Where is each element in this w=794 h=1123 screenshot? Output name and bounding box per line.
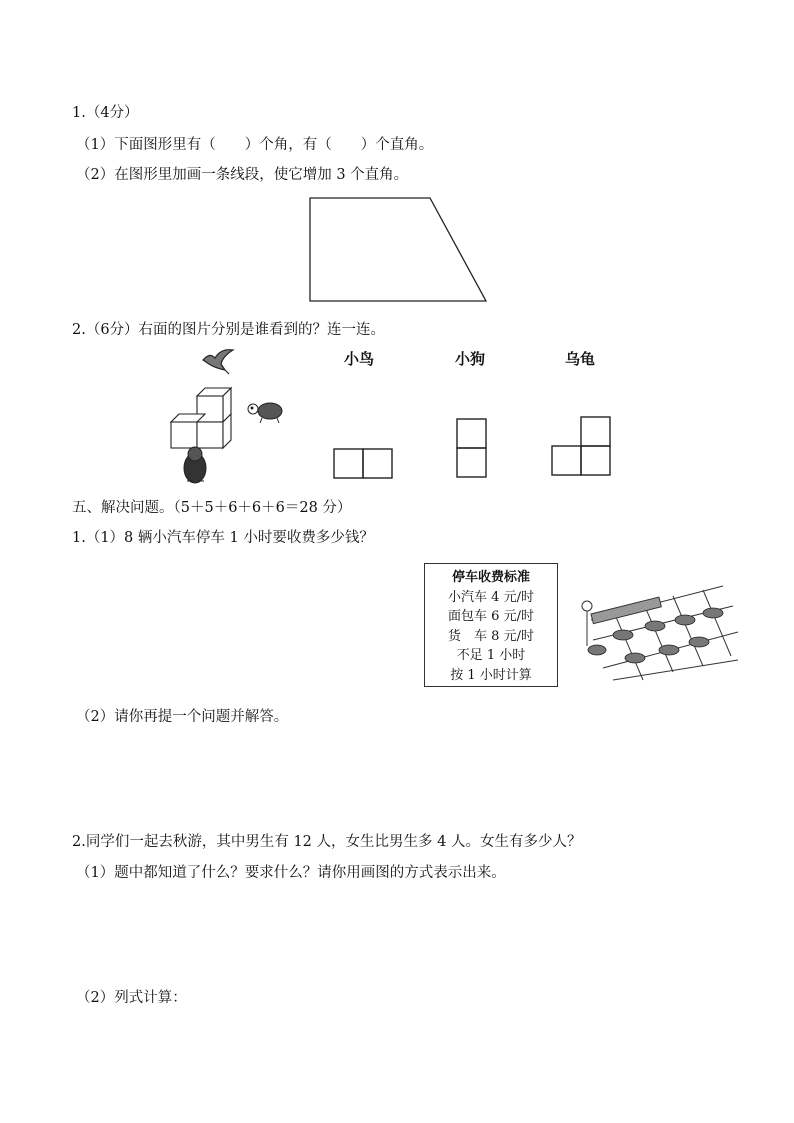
dog-icon (184, 447, 206, 483)
q1-part1: （1）下面图形里有（ ）个角，有（ ）个直角。 (76, 137, 434, 153)
turtle-icon (248, 403, 282, 423)
sign-line: 按 1 小时计算 (450, 667, 532, 683)
label-dog: 小狗 (455, 350, 486, 368)
stacked-cubes (171, 388, 231, 448)
q1-part2: （2）在图形里加画一条线段，使它增加 3 个直角。 (76, 167, 409, 183)
s5-p2-q1: （1）题中都知道了什么？要求什么？请你用画图的方式表示出来。 (76, 865, 506, 881)
label-turtle: 乌龟 (565, 350, 596, 368)
s5-p1-q1: 1.（1）8 辆小汽车停车 1 小时要收费多少钱？ (72, 530, 374, 546)
label-bird: 小鸟 (344, 350, 375, 368)
view-two-squares-horizontal[interactable] (333, 448, 393, 480)
sign-line: 面包车 6 元/时 (448, 609, 534, 624)
q2-title: 2.（6分）右面的图片分别是谁看到的？连一连。 (72, 322, 386, 338)
view-l-shape[interactable] (551, 416, 613, 478)
trapezoid-figure[interactable] (300, 190, 500, 310)
parking-fee-sign (424, 563, 558, 687)
parking-lot-image (573, 580, 738, 685)
sign-line: 小汽车 4 元/时 (448, 589, 534, 605)
cube-scene (165, 348, 305, 493)
sign-line: 货 车 8 元/时 (448, 628, 534, 644)
q1-title: 1.（4分） (72, 105, 139, 121)
s5-p1-q2: （2）请你再提一个问题并解答。 (76, 709, 289, 725)
s5-p2-title: 2.同学们一起去秋游，其中男生有 12 人，女生比男生多 4 人。女生有多少人？ (72, 834, 582, 850)
sign-line: 不足 1 小时 (456, 648, 526, 663)
bird-icon (203, 350, 233, 374)
s5-p2-q2: （2）列式计算： (76, 990, 187, 1006)
view-two-squares-vertical[interactable] (456, 418, 488, 480)
section5-title: 五、解决问题。（5＋5＋6＋6＋6＝28 分） (72, 500, 352, 516)
sign-title: 停车收费标准 (451, 570, 530, 585)
